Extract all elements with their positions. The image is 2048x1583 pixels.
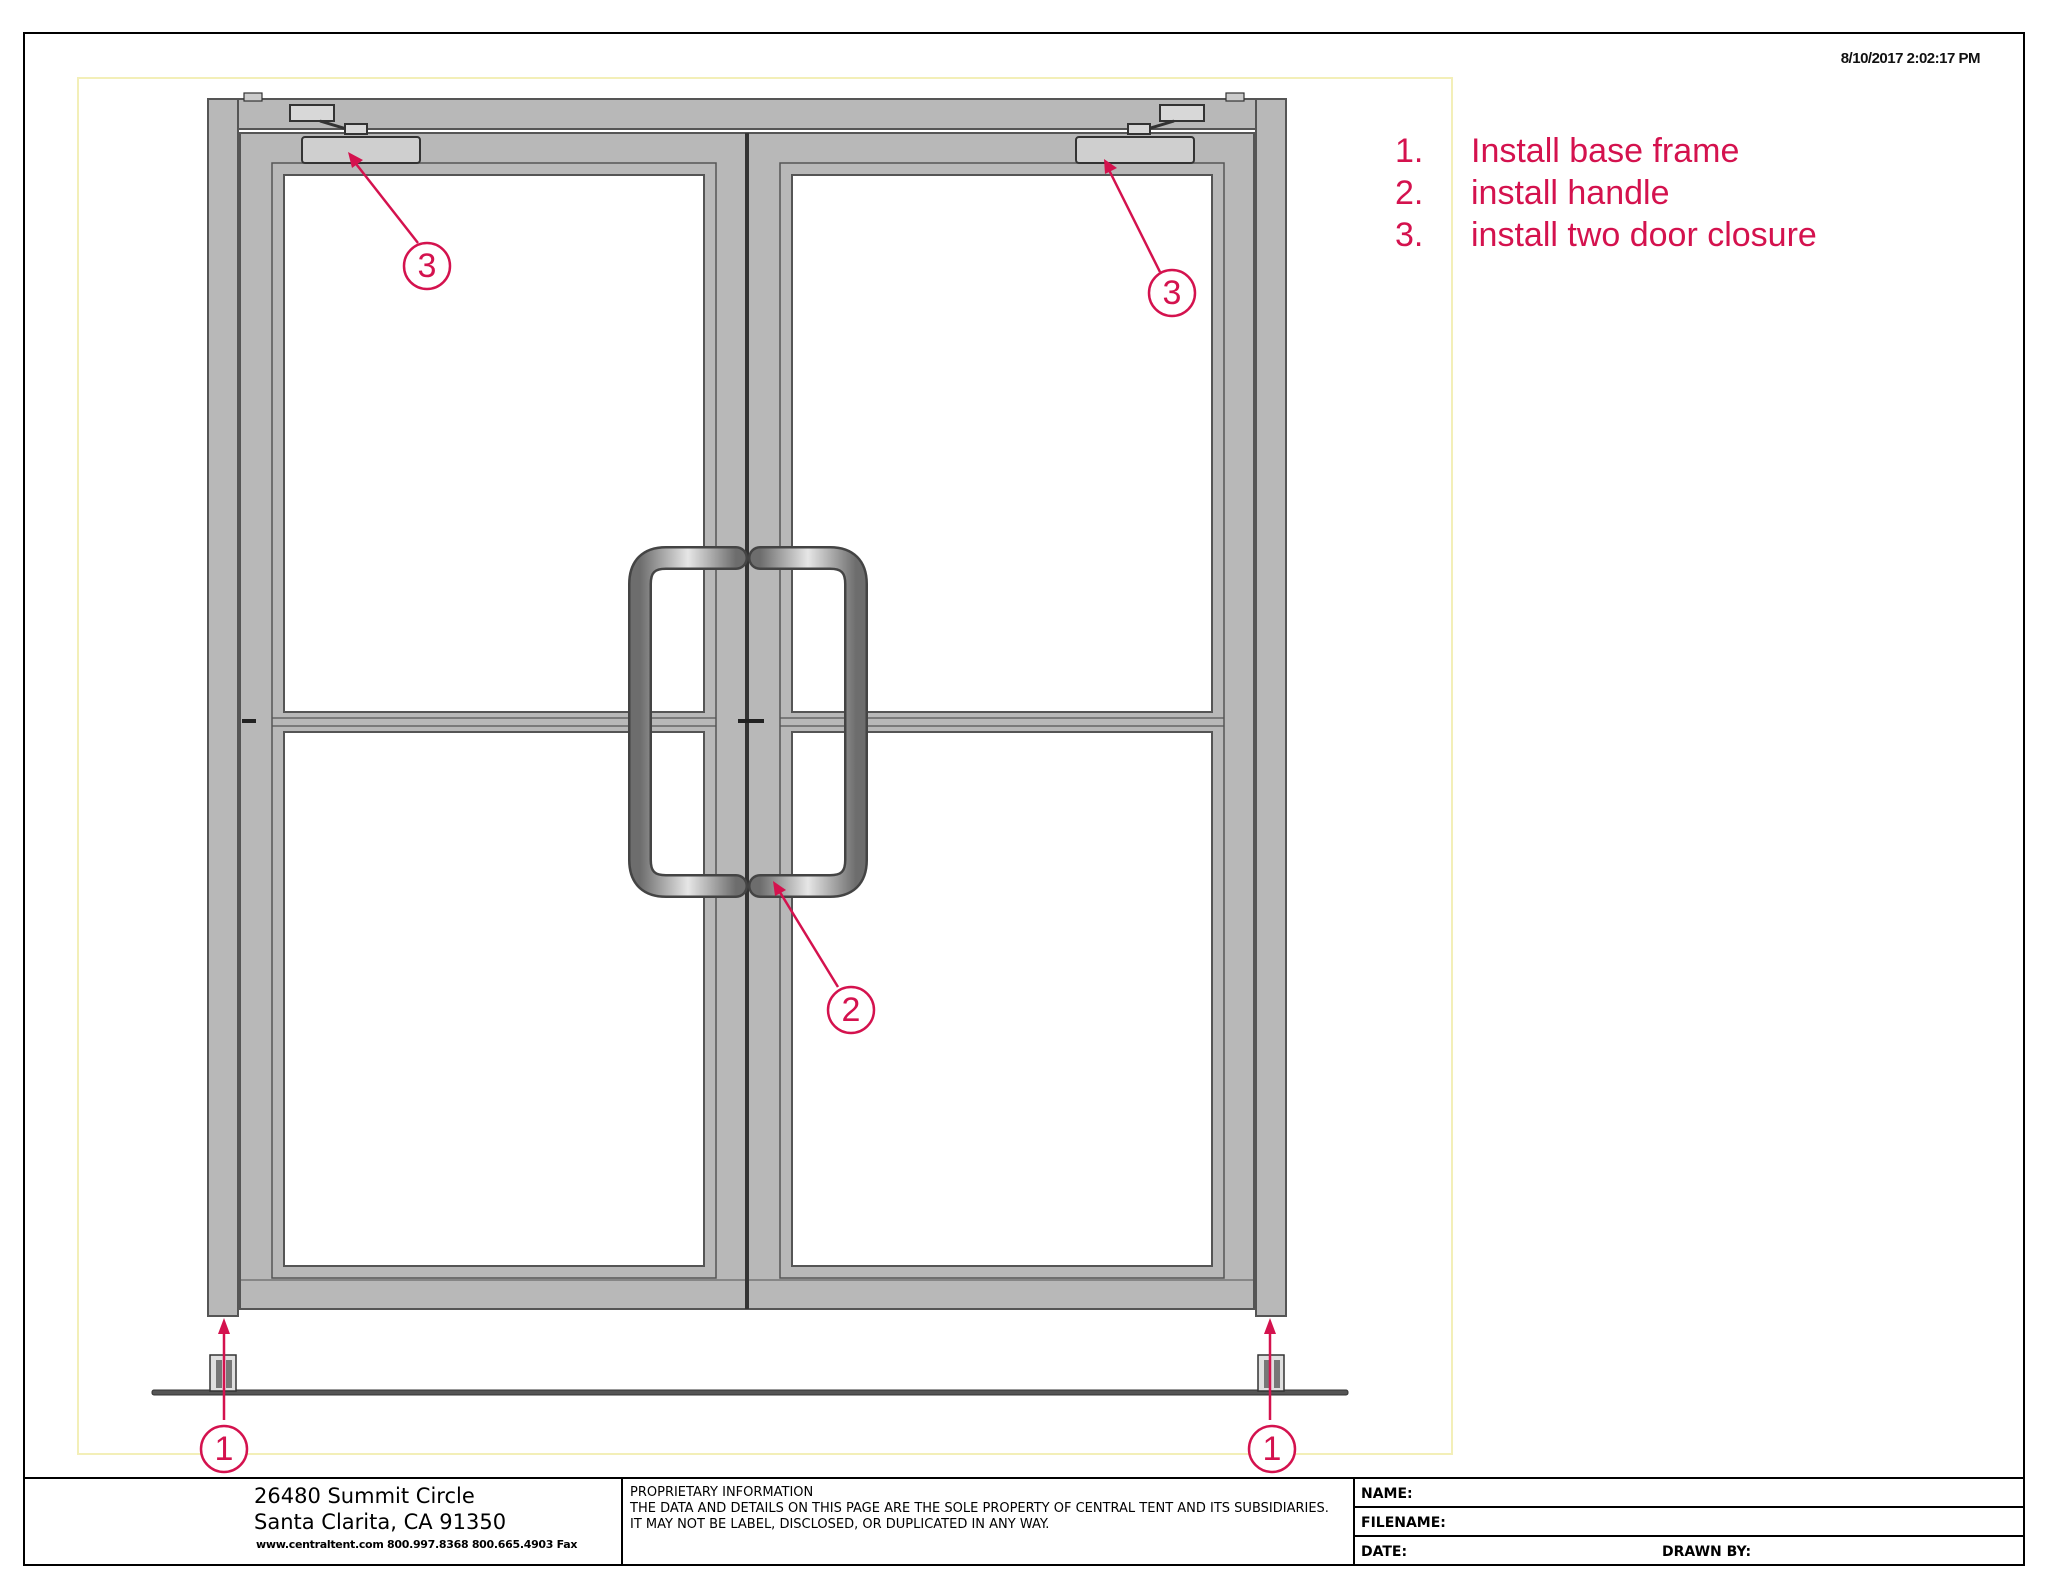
door-leaf-left <box>240 133 746 1309</box>
base-plate <box>152 1390 1348 1395</box>
callout-base-right: 1 <box>1262 1430 1282 1468</box>
frame-header <box>208 99 1286 129</box>
proprietary-notice <box>630 1485 1330 1533</box>
base-frame <box>152 1355 1348 1395</box>
callout-handle: 2 <box>841 991 861 1029</box>
double-door-drawing <box>208 93 1286 1316</box>
step-text: install handle <box>1471 174 1670 212</box>
print-timestamp: 8/10/2017 2:02:17 PM <box>1840 50 1980 67</box>
company-contact: www.centraltent.com 800.997.8368 800.665.4903 Fax <box>256 1538 578 1551</box>
name-label: NAME: <box>1361 1486 1413 1502</box>
frame-jamb-right <box>1256 99 1286 1316</box>
proprietary-text: THE DATA AND DETAILS ON THIS PAGE ARE THE SOLE PROPERTY OF CENTRAL TENT AND ITS SUBSIDIARIES. IT MAY NOT BE LABEL, DISCLOSED, OR DUPLICATED IN ANY WAY. <box>630 1501 1329 1532</box>
callout-closer-right: 3 <box>1162 274 1182 312</box>
frame-jamb-left <box>208 99 238 1316</box>
callout-base-left: 1 <box>214 1430 234 1468</box>
step-text: Install base frame <box>1471 132 1740 170</box>
date-label: DATE: <box>1361 1544 1408 1560</box>
proprietary-heading: PROPRIETARY INFORMATION <box>630 1485 814 1500</box>
step-number: 3. <box>1395 216 1424 254</box>
company-address-line2: Santa Clarita, CA 91350 <box>254 1510 507 1534</box>
company-address-line1: 26480 Summit Circle <box>254 1484 475 1508</box>
step-number: 1. <box>1395 132 1424 170</box>
callout-closer-left: 3 <box>417 247 437 285</box>
filename-label: FILENAME: <box>1361 1515 1446 1531</box>
step-text: install two door closure <box>1471 216 1817 254</box>
drawn-by-label: DRAWN BY: <box>1662 1544 1752 1560</box>
step-number: 2. <box>1395 174 1424 212</box>
